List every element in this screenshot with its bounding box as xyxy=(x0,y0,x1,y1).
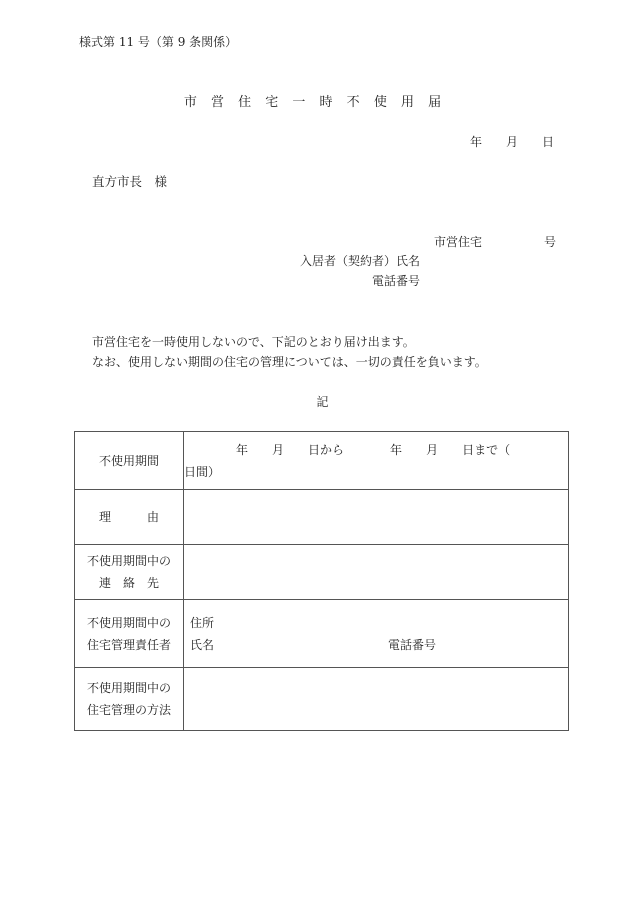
date-line xyxy=(470,136,554,148)
phone-label: 電話番号 xyxy=(372,274,421,288)
period-from-day: 日から xyxy=(308,442,345,457)
reason-field[interactable] xyxy=(184,490,569,545)
addressee: 直方市長 様 xyxy=(92,174,168,189)
period-to-day: 日まで（ xyxy=(462,442,511,457)
row-contact xyxy=(75,545,569,600)
housing-line xyxy=(434,236,556,248)
manager-name-label: 氏名 xyxy=(190,637,215,652)
housing-number-suffix: 号 xyxy=(544,235,557,249)
manager-address-label: 住所 xyxy=(190,615,215,630)
method-field[interactable] xyxy=(184,668,569,731)
period-from-month: 月 xyxy=(272,442,285,457)
form-table xyxy=(74,431,569,731)
period-from-year: 年 xyxy=(236,442,249,457)
date-month: 月 xyxy=(506,135,519,149)
row-method xyxy=(75,668,569,731)
contact-field[interactable] xyxy=(184,545,569,600)
method-label: 不使用期間中の 住宅管理の方法 xyxy=(75,668,184,731)
row-manager xyxy=(75,600,569,668)
manager-field[interactable] xyxy=(184,600,569,668)
manager-label: 不使用期間中の 住宅管理責任者 xyxy=(75,600,184,668)
date-year: 年 xyxy=(470,135,483,149)
form-number: 様式第 11 号（第 9 条関係） xyxy=(79,35,238,49)
row-reason xyxy=(75,490,569,545)
document-title: 市 営 住 宅 一 時 不 使 用 届 xyxy=(183,95,447,110)
manager-phone-label: 電話番号 xyxy=(388,637,437,652)
body-line-1: 市営住宅を一時使用しないので、下記のとおり届け出ます。 xyxy=(92,335,415,349)
period-value[interactable] xyxy=(184,432,569,490)
housing-label: 市営住宅 xyxy=(434,235,483,249)
date-day: 日 xyxy=(542,135,555,149)
manager-name-line xyxy=(190,634,568,656)
contact-label: 不使用期間中の 連 絡 先 xyxy=(75,545,184,600)
period-days: 日間） xyxy=(184,464,221,479)
row-period xyxy=(75,432,569,490)
body-line-2: なお、使用しない期間の住宅の管理については、一切の責任を負います。 xyxy=(92,355,487,369)
period-label: 不使用期間 xyxy=(75,432,184,490)
ki-heading: 記 xyxy=(316,395,329,409)
tenant-name-label: 入居者（契約者）氏名 xyxy=(300,254,421,268)
period-to-year: 年 xyxy=(390,442,403,457)
period-to-month: 月 xyxy=(426,442,439,457)
reason-label: 理 由 xyxy=(75,490,184,545)
